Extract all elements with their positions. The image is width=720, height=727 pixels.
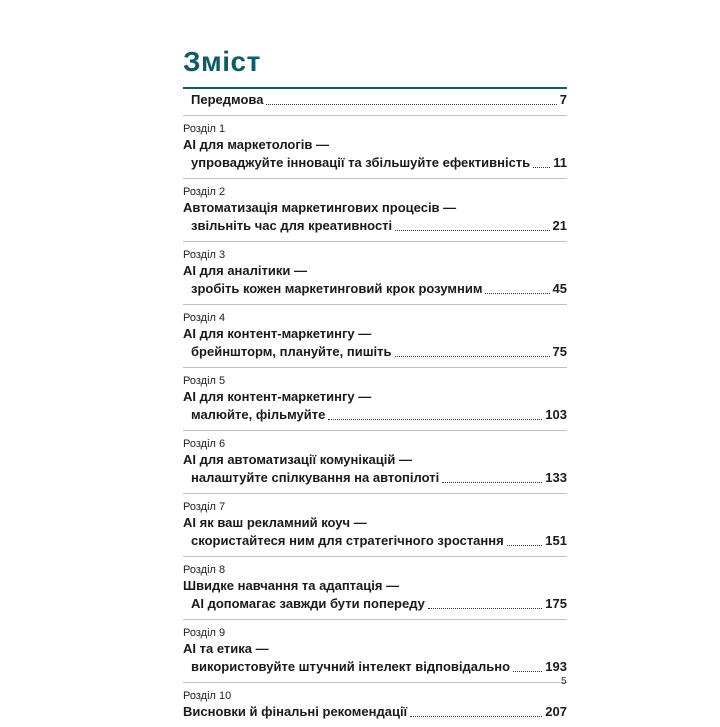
toc-title-line1: AI для автоматизації комунікацій — [183, 452, 412, 467]
chapter-label: Розділ 6 [183, 438, 226, 450]
toc-title: Передмова [191, 92, 264, 107]
toc-row[interactable] [183, 469, 567, 487]
toc-row[interactable] [183, 154, 567, 172]
dot-leader [507, 545, 543, 546]
chapter-label: Розділ 10 [183, 690, 232, 702]
toc-row[interactable] [183, 532, 567, 550]
toc-entry-chapter-5 [183, 374, 567, 431]
toc-title-line1: AI для контент-маркетингу — [183, 389, 372, 404]
toc-title-line1: AI для контент-маркетингу — [183, 326, 372, 341]
chapter-label: Розділ 3 [183, 249, 226, 261]
toc-title-line1: Швидке навчання та адаптація — [183, 578, 400, 593]
dot-leader [328, 419, 542, 420]
toc-page-number: 151 [545, 533, 567, 548]
toc-title-line1: AI та етика — [183, 641, 269, 656]
toc-page-number: 175 [545, 596, 567, 611]
toc-entry-chapter-7 [183, 500, 567, 557]
chapter-label: Розділ 9 [183, 627, 226, 639]
toc-row[interactable] [183, 703, 567, 721]
dot-leader [442, 482, 542, 483]
toc-entry-chapter-2 [183, 185, 567, 242]
toc-subtitle: AI допомагає завжди бути попереду [191, 596, 425, 611]
toc-subtitle: брейншторм, плануйте, пишіть [191, 344, 392, 359]
toc-page-number: 21 [552, 218, 567, 233]
chapter-label: Розділ 5 [183, 375, 226, 387]
toc-entry-chapter-4 [183, 311, 567, 368]
toc-title-line1: AI для аналітики — [183, 263, 307, 278]
chapter-label: Розділ 4 [183, 312, 226, 324]
dot-leader [513, 671, 542, 672]
dot-leader [485, 293, 549, 294]
chapter-label: Розділ 1 [183, 123, 226, 135]
dot-leader [395, 230, 549, 231]
toc-page-number: 207 [545, 704, 567, 719]
dot-leader [395, 356, 550, 357]
toc-entry-chapter-9 [183, 626, 567, 683]
toc-page-number: 11 [553, 155, 567, 170]
chapter-label: Розділ 8 [183, 564, 226, 576]
toc-row[interactable] [183, 658, 567, 676]
toc-title-line1: Автоматизація маркетингових процесів — [183, 200, 457, 215]
toc-entry-chapter-1 [183, 122, 567, 179]
toc-subtitle: упроваджуйте інновації та збільшуйте ефективність [191, 155, 531, 170]
toc-page-number: 7 [559, 92, 567, 107]
toc-subtitle: налаштуйте спілкування на автопілоті [191, 470, 440, 485]
dot-leader [428, 608, 542, 609]
toc-subtitle: скористайтеся ним для стратегічного зростання [191, 533, 504, 548]
page-title: Зміст [183, 46, 261, 77]
toc-title: Висновки й фінальні рекомендації [183, 704, 408, 719]
toc-row[interactable] [183, 406, 567, 424]
toc-page-number: 193 [545, 659, 567, 674]
chapter-label: Розділ 2 [183, 186, 226, 198]
toc-entry-chapter-6 [183, 437, 567, 494]
toc-entry-preface [183, 89, 567, 116]
toc-page-number: 133 [545, 470, 567, 485]
chapter-label: Розділ 7 [183, 501, 226, 513]
toc-row[interactable] [183, 343, 567, 361]
toc-entry-chapter-3 [183, 248, 567, 305]
toc-subtitle: зробіть кожен маркетинговий крок розумним [191, 281, 483, 296]
toc-page-number: 103 [545, 407, 567, 422]
dot-leader [266, 104, 556, 105]
toc-subtitle: звільніть час для креативності [191, 218, 393, 233]
toc-row[interactable] [183, 595, 567, 613]
dot-leader [410, 716, 542, 717]
toc-page-number: 75 [552, 344, 567, 359]
toc-title-line1: AI для маркетологів — [183, 137, 329, 152]
toc-title-line1: AI як ваш рекламний коуч — [183, 515, 367, 530]
page-number: 5 [561, 676, 567, 687]
toc-row[interactable] [183, 280, 567, 298]
toc-entry-chapter-8 [183, 563, 567, 620]
table-of-contents [183, 89, 567, 727]
toc-entry-chapter-10 [183, 689, 567, 727]
toc-row[interactable] [183, 217, 567, 235]
toc-subtitle: використовуйте штучний інтелект відповідально [191, 659, 511, 674]
toc-page-number: 45 [552, 281, 567, 296]
dot-leader [533, 167, 550, 168]
toc-subtitle: малюйте, фільмуйте [191, 407, 326, 422]
toc-row[interactable] [183, 91, 567, 109]
